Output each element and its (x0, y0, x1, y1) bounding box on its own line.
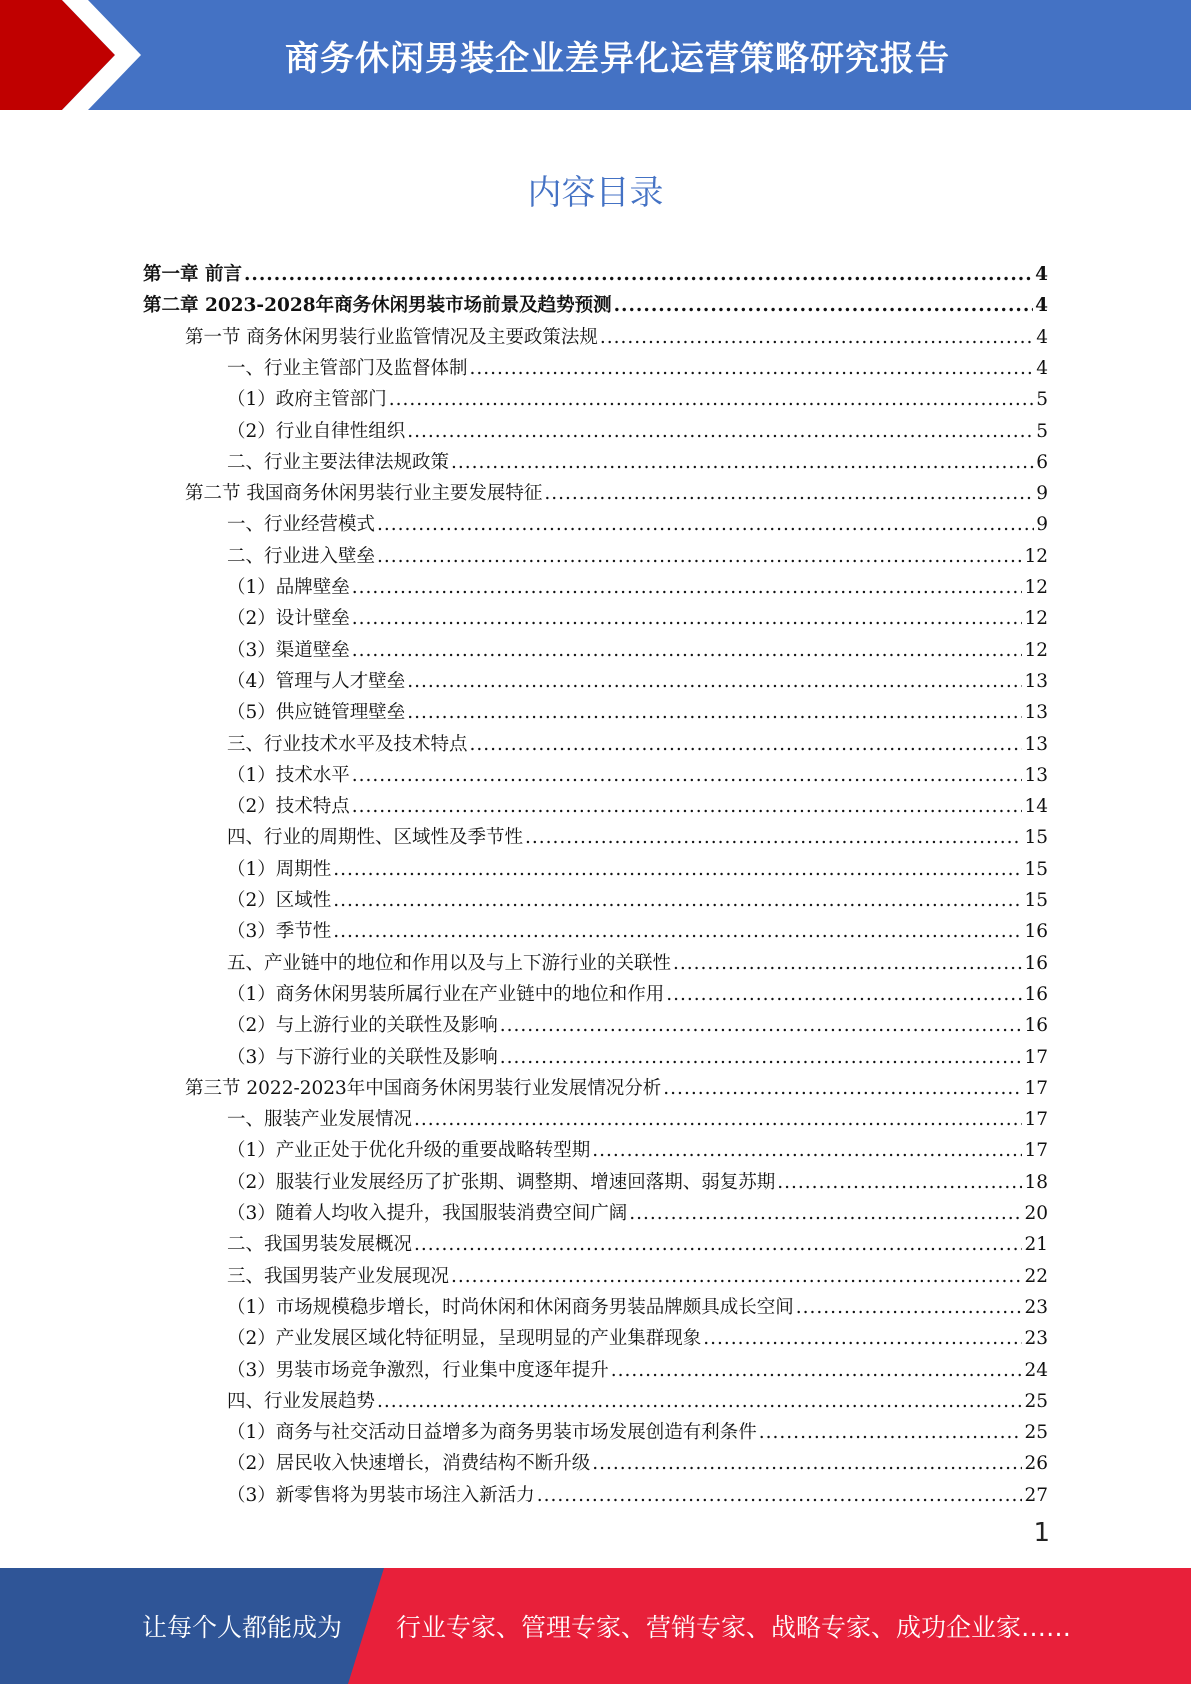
toc-entry-page: 20 (1024, 1203, 1048, 1224)
page-number: 1 (1033, 1518, 1050, 1548)
toc-entry[interactable] (227, 1194, 1048, 1225)
toc-entry-page: 18 (1024, 1172, 1048, 1193)
toc-leader-dots (377, 546, 1022, 568)
toc-entry-page: 9 (1036, 514, 1048, 535)
toc-leader-dots (592, 1453, 1022, 1475)
toc-entry-title: 一、行业主管部门及监督体制 (227, 358, 468, 379)
toc-entry[interactable] (227, 599, 1048, 630)
toc-entry-page: 5 (1036, 389, 1048, 410)
toc-entry-page: 16 (1024, 953, 1048, 974)
toc-entry[interactable] (227, 787, 1048, 818)
toc-entry-title: （1）商务与社交活动日益增多为商务男装市场发展创造有利条件 (227, 1422, 757, 1443)
toc-leader-dots (333, 890, 1022, 912)
toc-entry[interactable] (227, 1319, 1048, 1350)
toc-leader-dots (611, 1360, 1023, 1382)
toc-leader-dots (389, 389, 1034, 411)
toc-entry-page: 24 (1024, 1360, 1048, 1381)
toc-entry[interactable] (227, 1382, 1048, 1413)
toc-entry-page: 22 (1024, 1266, 1048, 1287)
toc-entry-title: 四、行业发展趋势 (227, 1391, 376, 1412)
toc-entry-page: 27 (1024, 1485, 1048, 1506)
toc-entry-title: （1）商务休闲男装所属行业在产业链中的地位和作用 (227, 984, 665, 1005)
toc-entry[interactable] (227, 412, 1048, 443)
toc-entry[interactable] (227, 1413, 1048, 1444)
toc-entry-page: 4 (1036, 327, 1048, 348)
toc-entry[interactable] (227, 1444, 1048, 1475)
toc-entry-page: 4 (1035, 295, 1048, 316)
toc-entry-page: 15 (1024, 859, 1048, 880)
toc-leader-dots (352, 765, 1023, 787)
toc-entry-title: 二、行业主要法律法规政策 (227, 452, 450, 473)
toc-entry[interactable] (227, 537, 1048, 568)
toc-leader-dots (451, 1266, 1022, 1288)
toc-leader-dots (703, 1328, 1022, 1350)
toc-leader-dots (537, 1485, 1023, 1507)
toc-entry-page: 4 (1036, 358, 1048, 379)
toc-entry-title: 第三节 2022-2023年中国商务休闲男装行业发展情况分析 (185, 1078, 662, 1099)
toc-entry-title: （2）区域性 (227, 890, 332, 911)
toc-entry-title: （1）周期性 (227, 859, 332, 880)
toc-entry-title: （3）季节性 (227, 921, 332, 942)
toc-entry-title: 第一节 商务休闲男装行业监管情况及主要政策法规 (185, 327, 598, 348)
toc-entry[interactable] (227, 443, 1048, 474)
toc-entry[interactable] (227, 568, 1048, 599)
header-banner (0, 0, 1191, 110)
toc-leader-dots (663, 1078, 1022, 1100)
toc-entry-page: 13 (1024, 702, 1048, 723)
toc-leader-dots (796, 1297, 1023, 1319)
toc-entry-title: （3）渠道壁垒 (227, 640, 350, 661)
toc-entry-title: （4）管理与人才壁垒 (227, 671, 406, 692)
toc-leader-dots (592, 1140, 1022, 1162)
toc-entry[interactable] (227, 1038, 1048, 1069)
toc-entry-title: 第一章 前言 (143, 264, 242, 285)
toc-entry-title: 二、行业进入壁垒 (227, 546, 376, 567)
toc-entry[interactable] (227, 1257, 1048, 1288)
toc-entry-page: 4 (1035, 264, 1048, 285)
toc-entry-title: 四、行业的周期性、区域性及季节性 (227, 827, 524, 848)
toc-entry-page: 6 (1036, 452, 1048, 473)
toc-entry[interactable] (227, 693, 1048, 724)
toc-entry[interactable] (227, 349, 1048, 380)
toc-entry[interactable] (227, 1006, 1048, 1037)
toc-entry-page: 17 (1024, 1078, 1048, 1099)
toc-leader-dots (414, 1109, 1022, 1131)
toc-entry[interactable] (185, 318, 1048, 349)
toc-entry[interactable] (227, 1100, 1048, 1131)
toc-entry-page: 17 (1024, 1140, 1048, 1161)
toc-entry[interactable] (185, 474, 1048, 505)
toc-entry-title: （3）男装市场竞争激烈，行业集中度逐年提升 (227, 1360, 609, 1381)
toc-leader-dots (244, 264, 1033, 286)
toc-entry-page: 9 (1036, 483, 1048, 504)
footer-slogan-right: 行业专家、管理专家、营销专家、战略专家、成功企业家…… (396, 1613, 1072, 1642)
toc-entry[interactable] (227, 631, 1048, 662)
toc-entry-title: （1）政府主管部门 (227, 389, 387, 410)
toc-leader-dots (544, 483, 1034, 505)
toc-leader-dots (352, 640, 1023, 662)
toc-leader-dots (614, 295, 1034, 317)
report-title: 商务休闲男装企业差异化运营策略研究报告 (285, 38, 950, 79)
toc-entry[interactable] (143, 286, 1048, 317)
toc-entry-page: 25 (1024, 1391, 1048, 1412)
toc-entry[interactable] (143, 255, 1048, 286)
toc-entry-page: 12 (1024, 640, 1048, 661)
toc-entry-page: 23 (1024, 1297, 1048, 1318)
toc-entry-page: 13 (1024, 765, 1048, 786)
toc-entry[interactable] (227, 818, 1048, 849)
toc-entry-title: （2）与上游行业的关联性及影响 (227, 1015, 498, 1036)
toc-entry-page: 12 (1024, 608, 1048, 629)
toc-leader-dots (673, 953, 1022, 975)
toc-entry-title: （3）新零售将为男装市场注入新活力 (227, 1485, 535, 1506)
footer-banner (0, 1568, 1191, 1684)
toc-entry-page: 14 (1024, 796, 1048, 817)
toc-entry-title: （1）市场规模稳步增长，时尚休闲和休闲商务男装品牌颇具成长空间 (227, 1297, 794, 1318)
toc-entry-page: 23 (1024, 1328, 1048, 1349)
toc-entry-page: 21 (1024, 1234, 1048, 1255)
toc-entry-title: （2）居民收入快速增长，消费结构不断升级 (227, 1453, 591, 1474)
toc-entry-page: 16 (1024, 984, 1048, 1005)
toc-entry[interactable] (227, 912, 1048, 943)
toc-leader-dots (407, 702, 1022, 724)
toc-entry[interactable] (227, 662, 1048, 693)
toc-entry-title: （2）技术特点 (227, 796, 350, 817)
toc-entry-page: 16 (1024, 921, 1048, 942)
toc-entry[interactable] (227, 1131, 1048, 1162)
toc-leader-dots (333, 859, 1022, 881)
toc-entry-page: 13 (1024, 671, 1048, 692)
toc-entry-title: （1）产业正处于优化升级的重要战略转型期 (227, 1140, 591, 1161)
toc-leader-dots (352, 608, 1023, 630)
toc-entry-title: （3）随着人均收入提升，我国服装消费空间广阔 (227, 1203, 628, 1224)
toc-entry[interactable] (227, 1163, 1048, 1194)
toc-entry-page: 5 (1036, 421, 1048, 442)
toc-leader-dots (333, 921, 1022, 943)
toc-leader-dots (470, 734, 1023, 756)
toc-entry[interactable] (227, 725, 1048, 756)
toc-entry-page: 16 (1024, 1015, 1048, 1036)
toc-heading: 内容目录 (527, 173, 664, 213)
toc-entry-title: （2）产业发展区域化特征明显，呈现明显的产业集群现象 (227, 1328, 702, 1349)
toc-leader-dots (500, 1047, 1023, 1069)
footer-slogan-left: 让每个人都能成为 (142, 1613, 343, 1642)
toc-leader-dots (352, 796, 1023, 818)
toc-entry-title: （1）技术水平 (227, 765, 350, 786)
toc-entry-page: 12 (1024, 546, 1048, 567)
toc-entry-title: （2）行业自律性组织 (227, 421, 406, 442)
toc-entry[interactable] (227, 1476, 1048, 1507)
toc-leader-dots (600, 327, 1034, 349)
toc-entry-title: （3）与下游行业的关联性及影响 (227, 1047, 498, 1068)
toc-entry-title: 三、行业技术水平及技术特点 (227, 734, 468, 755)
toc-entry-title: 一、服装产业发展情况 (227, 1109, 413, 1130)
toc-entry-page: 12 (1024, 577, 1048, 598)
toc-entry[interactable] (227, 1225, 1048, 1256)
toc-entry-title: 第二章 2023-2028年商务休闲男装市场前景及趋势预测 (143, 295, 612, 316)
toc-leader-dots (407, 421, 1034, 443)
toc-entry-page: 25 (1024, 1422, 1048, 1443)
toc-entry[interactable] (185, 1069, 1048, 1100)
toc-leader-dots (377, 514, 1034, 536)
toc-entry-title: （2）服装行业发展经历了扩张期、调整期、增速回落期、弱复苏期 (227, 1172, 776, 1193)
toc-entry-page: 15 (1024, 890, 1048, 911)
toc-entry-page: 15 (1024, 827, 1048, 848)
toc-leader-dots (414, 1234, 1022, 1256)
toc-entry-title: （5）供应链管理壁垒 (227, 702, 406, 723)
toc-leader-dots (777, 1172, 1022, 1194)
toc-entry-page: 13 (1024, 734, 1048, 755)
toc-entry-title: 一、行业经营模式 (227, 514, 376, 535)
toc-entry[interactable] (227, 380, 1048, 411)
toc-leader-dots (470, 358, 1035, 380)
toc-leader-dots (525, 827, 1022, 849)
toc-leader-dots (500, 1015, 1023, 1037)
toc-entry-title: 二、我国男装发展概况 (227, 1234, 413, 1255)
toc-entry[interactable] (227, 1351, 1048, 1382)
toc-entry[interactable] (227, 505, 1048, 536)
toc-leader-dots (377, 1391, 1022, 1413)
toc-leader-dots (629, 1203, 1022, 1225)
toc-entry-page: 17 (1024, 1047, 1048, 1068)
toc-leader-dots (451, 452, 1034, 474)
toc-entry-title: 五、产业链中的地位和作用以及与上下游行业的关联性 (227, 953, 672, 974)
toc-entry[interactable] (227, 756, 1048, 787)
toc-entry[interactable] (227, 881, 1048, 912)
toc-entry-title: 三、我国男装产业发展现况 (227, 1266, 450, 1287)
toc-leader-dots (759, 1422, 1023, 1444)
toc-leader-dots (407, 671, 1022, 693)
toc-entry[interactable] (227, 975, 1048, 1006)
toc-leader-dots (666, 984, 1022, 1006)
toc-entry[interactable] (227, 1288, 1048, 1319)
toc-entry-page: 26 (1024, 1453, 1048, 1474)
toc-entry[interactable] (227, 850, 1048, 881)
toc-entry[interactable] (227, 944, 1048, 975)
toc-entry-title: （1）品牌壁垒 (227, 577, 350, 598)
toc-entry-title: 第二节 我国商务休闲男装行业主要发展特征 (185, 483, 543, 504)
toc-entry-title: （2）设计壁垒 (227, 608, 350, 629)
toc-leader-dots (352, 577, 1023, 599)
toc-entry-page: 17 (1024, 1109, 1048, 1130)
